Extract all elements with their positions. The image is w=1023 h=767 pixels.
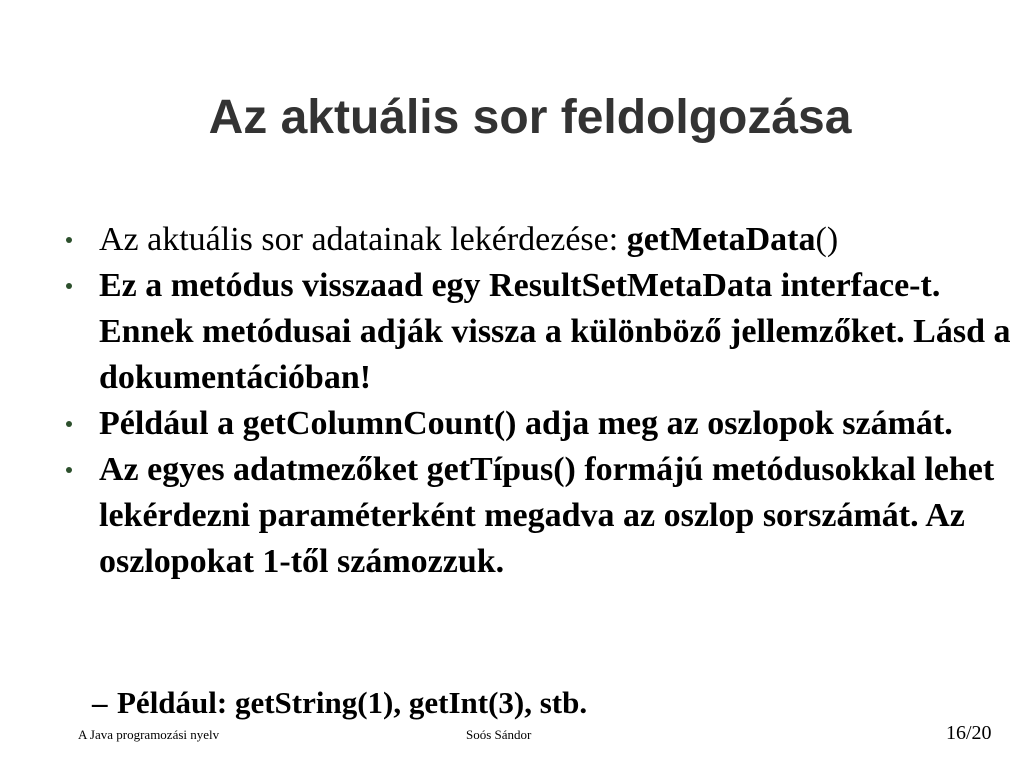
- footer-author: Soós Sándor: [466, 727, 532, 742]
- bullet-text: Ez a metódus visszaad egy ResultSetMetaData interface-t. Ennek metódusai adják vissza a különböző jellemzőket. Lásd a dokumentációban!: [99, 267, 1011, 396]
- bullet-dot-icon: [66, 467, 72, 473]
- bullet-item: [62, 263, 1012, 401]
- bullet-text: Az egyes adatmezőket getTípus() formájú metódusokkal lehet lekérdezni paraméterként megadva az oszlop sorszámát. Az oszlopokat 1-től számozzuk.: [99, 451, 995, 580]
- bullet-dot-icon: [66, 283, 72, 289]
- bullet-text: Például a getColumnCount() adja meg az oszlopok számát.: [99, 405, 953, 442]
- bullet-dot-icon: [66, 421, 72, 427]
- sub-bullet: [92, 683, 588, 723]
- bullet-method-name: getMetaData: [626, 221, 816, 258]
- bullet-list: [62, 217, 1012, 585]
- slide-title: Az aktuális sor feldolgozása: [208, 91, 852, 144]
- bullet-text: Az aktuális sor adatainak lekérdezése:: [99, 221, 627, 258]
- bullet-method-parens: (): [815, 221, 839, 258]
- dash-icon: –: [92, 685, 108, 720]
- footer-page-number: 16/20: [946, 722, 992, 744]
- bullet-dot-icon: [66, 237, 72, 243]
- sub-bullet-text: Például: getString(1), getInt(3), stb.: [117, 685, 588, 720]
- footer-course-title: A Java programozási nyelv: [78, 727, 220, 742]
- bullet-item: [62, 401, 1012, 447]
- bullet-item: [62, 447, 1012, 585]
- bullet-item: [62, 217, 1012, 263]
